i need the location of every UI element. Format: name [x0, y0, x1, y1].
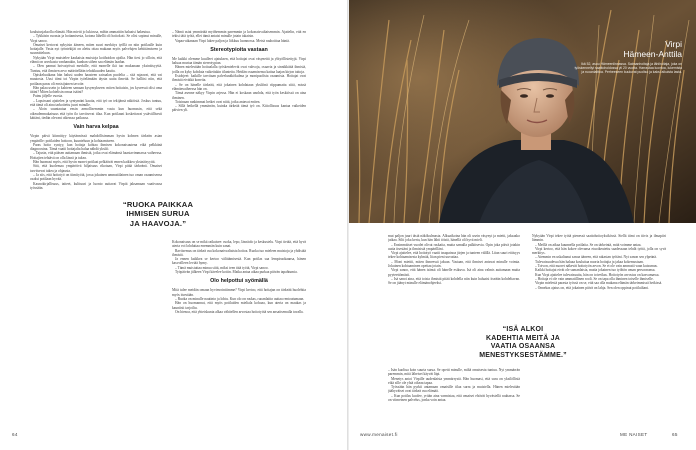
paragraph: Virpi sanoo, että hänen isänsä oli hänelle esikuva. Isä oli aina valmis auttamaan muita pyyteettömästi. — [388, 268, 520, 277]
paragraph: Hän huomasi myös, että hyvin monet potilaat pelkäävät ennen kaikkea yksinäisyyttä. — [33, 160, 156, 165]
paragraph: Kun Virpi ajattelee tulevaisuutta, hän on toiveikas. Hoitotyön arvostus on kasvamassa. — [535, 272, 660, 277]
paragraph: – Toivon, että nuoret näkevät hoitotyön arvon. Se ei ole vain ammatti vaan kutsumus. — [535, 264, 658, 269]
right-column-1-bottom — [388, 368, 520, 424]
site-url: www.menaiset.fi — [360, 432, 398, 437]
paragraph: Hän palaa usein jo kahteen samaan kysymykseen: miten hoitaisin, jos kyseessä olisi oma äitini? Miten kohtelisin omaa isääni? — [30, 85, 162, 95]
pull-quote-line: KADEHTIA MEITÄ JA — [486, 334, 560, 342]
paragraph: Työpäivän jälkeen Virpi kävelee kotiin. Matka antaa aikaa purkaa päivän tapahtumia. — [175, 270, 298, 275]
paragraph: Nykyään Virpi tekee työtä pienessä saattohoitoyksikössä. Siellä tiimi on tiivis ja ilmapiiri lämmin. — [532, 234, 666, 243]
paragraph: Tämä asenne näkyy Virpin arjessa. Hän ei koskaan unohda, että työn keskiössä on aina ihminen. — [172, 91, 306, 100]
paragraph: Hänen mielestään hoitoalalla työskentelevät ovat vahvoja, osaavia ja sinnikkäitä ihmisiä, joilla on kyky kohdata vaikeitakin tilanteita. Heidän osaamisensa kattaa laajan kirjon taitoja. — [172, 65, 306, 74]
paragraph: Virpin mielestä parasta työssä on se, että saa olla mukana elämän tärkeimmissä hetkissä. — [535, 281, 663, 286]
paragraph: koulutusjaksolla elämää. Hän mietti jo lukiossa, mihin ammattiin haluaisi hakeutua. — [30, 30, 151, 34]
paragraph: Virpi ajattelee, että hoitotyö vaatii tasapainoa järjen ja tunteen välillä. Liian suuri etäisyys tekee kohtaamisesta kylmää, liian pieni uuvuttaa. — [388, 251, 520, 260]
right-column-2 — [532, 234, 666, 424]
pull-quote-line: “ISÄ ALKOI — [502, 326, 544, 333]
paragraph: – Aloin suuntautua ensin armollisemmin vasta kun huomasin, että sekä oikeudenmukaisuus että työn ilo tarvitsevat tilaa. Kun potilaani koskettavat ystävällisesti kättäni, tiedän olevani oikeassa paikassa. — [30, 107, 162, 120]
caption-name-line: Hämeen-Anttila — [623, 48, 682, 59]
right-column-1-top — [388, 234, 520, 322]
paragraph: Työssään hän pyrkii antamaan omaisille tilaa surra ja muistella. Hänen mielestään jäähyväiset ovat tärkeä osa elämää. — [388, 385, 520, 394]
left-col1-top — [30, 30, 162, 120]
paragraph: Tulevaisuudessa hän haluaa kouluttaa nuoria hoitajia ja jakaa kokemustaan. — [535, 259, 644, 264]
paragraph: – Aiemmin en uskaltanut sanoa ääneen, että rakastan työtäni. Nyt sanon sen ylpeänä. — [535, 255, 657, 260]
subheading-stereotypioita-vastaan: Stereotypioita vastaan — [210, 46, 268, 53]
paragraph: – Se on hänelle tärkeää, että jokainen kohdataan yksilönä riippumatta siitä, missä elämänvaiheessa hän on. — [172, 82, 306, 91]
paragraph: – Tajusin, että pääsen auttamaan ihmisiä, jotka ovat elämänsä haastavimmassa vaiheessa. Hoitajien tehtävä on olla läsnä ja tukea. — [30, 151, 162, 160]
paragraph: – Olen pannut hoivatyössä merkille, että monelle ikä tuo mukanaan yksinäisyyttä. Tuntuu, että ihmisen arvo määritellään tehokkuuden kautta. — [30, 64, 162, 73]
portrait-photo — [349, 0, 696, 223]
pull-quote-line: JA HAAVOJA.” — [129, 218, 187, 228]
paragraph: Esiohjeet: kaikille tarvitaan palvelunäkökulma ja monipuolista osaamista. Hoitajat ovat ihmisiä eivätkä koneita. — [172, 74, 306, 83]
paragraph: Kokonaisuus on se mikä ratkaisee: ruoka, lepo, läsnäolo ja keskustelu. Virpi tietää, että hyvä ateria voi lohduttaa enemmän kuin sanat. — [172, 240, 306, 249]
paragraph: Opiskeluaikana hän halusi uuden haasteen sairaalan puolelta – sitä rajaavat, että vai muutosta. Uusi tiimi toi Virpin työelämään täysin uutta ilmettä. Se hallitsi niin, että potilaan paras oli ensisijainen tavoite. — [30, 72, 162, 86]
paragraph: – Ja siis, että hoitotyö on tiimityötä, jossa jokainen ammattilainen tuo oman osaamisensa osaksi potilaan hyvää. — [30, 172, 162, 182]
left-column-2-top — [172, 30, 306, 150]
pull-quote-line: VAATIA OSAANSA — [490, 343, 556, 351]
pull-quote-line: “RUOKA PAIKKAA — [122, 200, 194, 209]
paragraph: Mitä tulee meidän omaan hyvinvointiimme? Virpi kertoo, että hoitajan on tärkeää huolehtia myös itsestään. — [172, 288, 306, 297]
paragraph: Vapaa-aikanaan Virpi lukee paljon ja liikkuu luonnossa. Metsä rauhoittaa häntä. — [175, 38, 290, 43]
paragraph: Ravitsemus on tärkeä osa kokonaisvaltaista hoitoa. Ruoka tuo mieleen muistoja ja yhdistää ihmisiä. — [172, 248, 306, 257]
caption-name-line: Virpi — [665, 39, 682, 49]
paragraph: Hän on huomannut, että myös potilaiden mieliala kohoaa, kun ateria on maukas ja kauniisti tarjoiltu. — [172, 301, 306, 310]
paragraph: – Tämä muistuttaa minua siitä, miksi teen tätä työtä, Virpi sanoo. — [175, 265, 269, 270]
paragraph: – Hoitaja ei ole vain ammatillinen rooli. Se on tapa olla ihminen toiselle ihmiselle. — [535, 276, 654, 281]
photo-caption — [574, 40, 682, 74]
paragraph: Toisinaan rankimmat hetket ovat niitä, jotka antavat eniten. — [175, 99, 261, 104]
paragraph: – Ensimmäiset vuodet olivat raskaita, mutta samalla palkitsevia. Opin joka päivä jotakin uutta itsestäni ja ihmisistä ympärilläni. — [388, 242, 520, 251]
paragraph: – Kun potilas kuolee, yritän aina varmistaa, että omaiset ehtivät hyvästellä rauhassa. Se on viimeinen palvelus, jonka voin antaa. — [388, 393, 520, 403]
paragraph: – Isä sanoi aina, että toista ihmistä pitää kohdella niin kuin haluaisi itseään kohdeltavan. Se on jäänyt minulle elämänohjeeksi. — [388, 276, 520, 286]
paragraph: mut paljon juuri tästä näkökulmasta. Alkuaikoina hän oli usein väsynyt ja mietti, jaksaako jatkaa. Silti joka kerta, kun hän lähti töistä, hänellä oli hyvä mieli. — [388, 234, 520, 243]
paragraph: Virpi kertoo, että hän kokee olevansa etuoikeutettu saadessaan tehdä työtä, jolla on syvä merkitys. — [532, 246, 666, 256]
paragraph: Me kaikki olemme kuulleet ajatuksen, että hoitajat ovat väsyneitä ja ylityöllistettyjä. Virpi haluaa murtaa tämän stereotypian. — [172, 56, 306, 66]
paragraph: Omaiset kertovat nykyisin ääneen, miten suuri merkitys työllä on niin potilaalle kuin hoitajalle. Vasta nyt työntekijät on alettu ottaa mukaan myös palvelujen kehittämiseen ja suunnitteluun. — [30, 42, 162, 56]
paragraph: – Lapsissani ajattelen ja syntymäni kautta, että työ on tekijänsä näköistä. Joskus tuntuu, että tämä oli aina tarkoitettu juuri minulle. — [30, 98, 162, 108]
paragraph: – Ruoka on minulle nautinto ja lohtu. Kun olo on raskas, ruoanlaitto auttaa rentoutumaan. — [175, 296, 305, 301]
paragraph: Nykyään Virpi muistelee kaukaisia muistoja kotihoidon ajoilta. Hän tiesi jo silloin, että elämä on arvokasta vanhanakin, kunhan siihen saa elämän laadun. — [30, 55, 162, 65]
subheading-vain-harva-kelpaa: Vain harva kelpaa — [73, 124, 119, 131]
left-column-2-bottom — [172, 240, 306, 420]
page-number-right: 65 — [672, 432, 678, 437]
paragraph: Kaikki hoitajat eivät ole samanlaisia, mutta jokainen tuo työhön oman persoonansa. — [535, 268, 656, 273]
pull-quote-line: IHMISEN SURUA — [126, 209, 190, 219]
paragraph: Paras hoito syntyy, kun hoitaja kohtaa ihmisen kokonaisuutena eikä pelkkänä diagnoosina. Tämä vaatii hoitajalta halua nähdä yksilö. — [30, 142, 162, 152]
pull-quote-left — [92, 200, 224, 228]
paragraph: Kaunokirjallisuus, taiteet, kulttuuri ja luonto auttavat Virpiä jaksamaan vaativassa työssään. — [30, 181, 162, 190]
paragraph: Virpin päivä kiinnittyy käytännössä mahdollisimman hyvin kolmen tärkeän asian ympärille: potilaiden hoitoon, kuunteluun ja kohtaamiseen. — [30, 134, 162, 143]
paragraph: Ja ennen kaikkea se kertoo välittämisestä. Kun potilas saa lempiruokaansa, hänen kasvoilleen leviää hymy. — [172, 257, 306, 266]
paragraph: Sitä, että kuolemaa ympäröivä hiljaisuus rikotaan, Virpi pitää tärkeänä. Omaiset tarvitsevat tukea ja ohjausta. — [30, 164, 162, 173]
paragraph: – Moni miettii, miten ihmeessä jaksan. Vastaan, että ihmiset antavat minulle voimia. Jokainen kohtaaminen opettaa jotain. — [388, 259, 520, 269]
paragraph: – Meillä on aikaa kuunnella potilaita. Se on tärkeintä, mitä voimme antaa. — [535, 242, 642, 247]
paragraph: – Onnekas ajatus on, että jokainen päivä on lahja. Sen olen oppinut potilailtani. — [535, 285, 649, 290]
paragraph: – Tykkäsin ruoasta ja hoitamisesta, kotona lähellä oli hoitokoti. Se olisi sopinut minulle, Virpi sanoo. — [30, 34, 162, 43]
pull-quote-line: MENESTYKSESTÄMME.” — [479, 351, 567, 359]
page-number-left: 64 — [12, 432, 18, 437]
subheading-olo-helpottui: Olo helpottui syömällä — [210, 278, 268, 285]
caption-text: Ikä 52, asuu Hämeenlinnassa. Sairaanhoitaja ja lähihoitaja, joka on työskennellyt saattohoidossa yli 20 vuotta. Harrastaa luontoa, lukemista ja ruoanlaittoa. Perheeseen kuuluvat puoliso ja kaksi aikuista lasta. — [574, 62, 682, 75]
paragraph: Painu jäljelle vuosia. — [33, 94, 64, 99]
left-col1-bottom — [30, 134, 162, 190]
paragraph: – Sillä hetkellä ymmärrän, kuinka tärkeää tämä työ on. Kiitollisuus kantaa vaikeiden päivien yli. — [172, 104, 306, 113]
paragraph: – Isän kuoltua koin suurta surua. Se opetti minulle, miltä omaisesta tuntuu. Nyt ymmärrän paremmin, mitä läheiset käyvät läpi. — [388, 368, 520, 377]
paragraph: On hienoa, että yhteiskunta alkaa vähitellen arvostaa hoitotyötä sen ansaitsemalla tavalla. — [175, 309, 304, 314]
portrait-photo-illustration — [349, 0, 696, 223]
magazine-name: ME NAISET — [620, 432, 648, 437]
paragraph: – Nämä asiat ymmärtää myöhemmin paremmin ja kokonaisvaltaisemmin. Ajattelin, että en tekisi tätä työtä, ellei tämä antaisi minulle jotain takaisin. — [172, 30, 306, 39]
paragraph: Menetys antoi Virpille uudenlaista ymmärrystä. Hän huomasi, että suru on yksilöllistä eikä sille ole yhtä oikeaa tapaa. — [388, 376, 520, 385]
